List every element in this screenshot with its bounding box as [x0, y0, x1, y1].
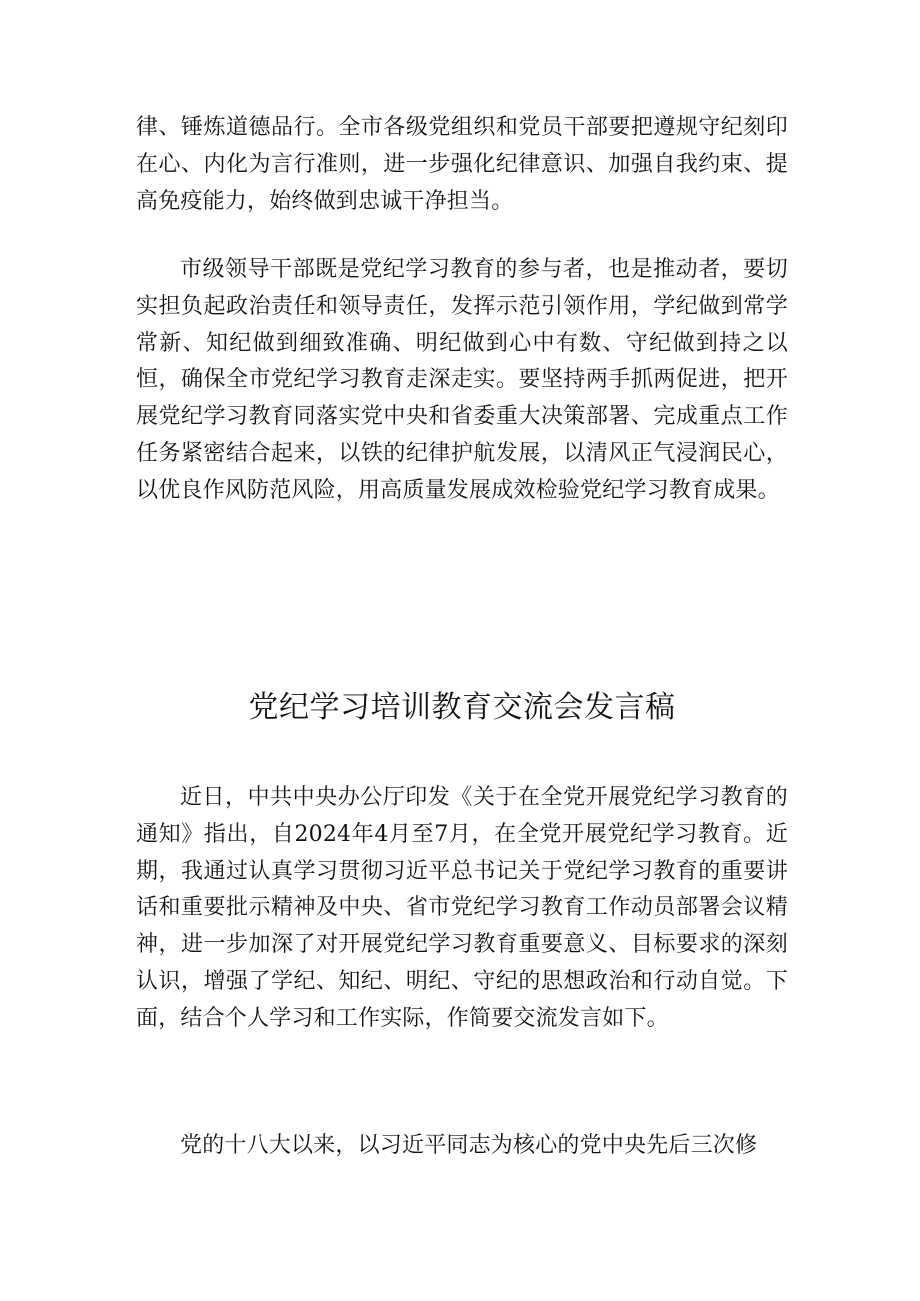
leadership-paragraph: 市级领导干部既是党纪学习教育的参与者，也是推动者，要切实担负起政治责任和领导责任，发挥示范引领作用，学纪做到常学常新、知纪做到细致准确、明纪做到心中有数、守纪做到持之以恒，确保全市党纪学习教育走深走实。要坚持两手抓两促进，把开展党纪学习教育同落实党中央和省委重大决策部署、完成重点工作任务紧密结合起来，以铁的纪律护航发展，以清风正气浸润民心，以优良作风防范风险，用高质量发展成效检验党纪学习教育成果。: [136, 257, 788, 503]
intro-paragraph: 近日，中共中央办公厅印发《关于在全党开展党纪学习教育的通知》指出，自2024年4月至7月，在全党开展党纪学习教育。近期，我通过认真学习贯彻习近平总书记关于党纪学习教育的重要讲话和重要批示精神及中央、省市党纪学习教育工作动员部署会议精神，进一步加深了对开展党纪学习教育重要意义、目标要求的深刻认识，增强了学纪、知纪、明纪、守纪的思想政治和行动自觉。下面，结合个人学习和工作实际，作简要交流发言如下。: [136, 785, 788, 1031]
history-paragraph: 党的十八大以来，以习近平同志为核心的党中央先后三次修: [180, 1133, 758, 1158]
continuation-paragraph: 律、锤炼道德品行。全市各级党组织和党员干部要把遵规守纪刻印在心、内化为言行准则，进一步强化纪律意识、加强自我约束、提高免疫能力，始终做到忠诚干净担当。: [136, 115, 788, 214]
document-title: 党纪学习培训教育交流会发言稿: [248, 690, 676, 725]
